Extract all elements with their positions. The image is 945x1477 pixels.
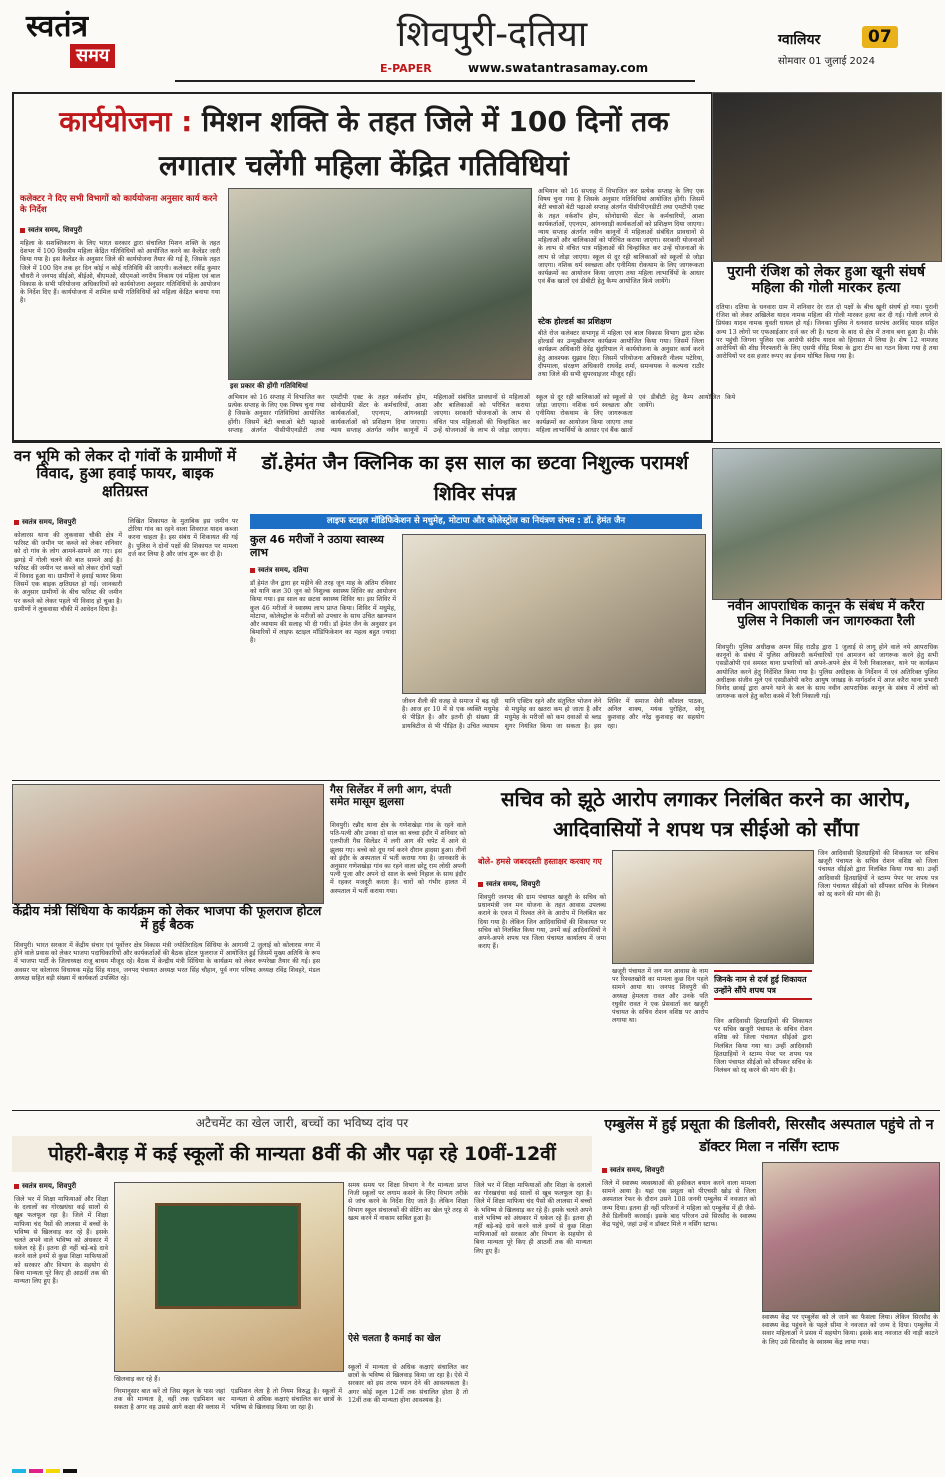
lead-body-3: बीते रोज कलेक्टर सभागृह में महिला एवं बाल विकास विभाग द्वारा स्टेक होल्डर्स का उन्मुखीकरण कार्यक्रम आयोजित किया गया। जिसमें जिला कार्यक्रम अधिकारी देवेंद्र सुंदरियाल ने कार्ययोजना के अनुसार कार्य करने हेतु आवश्यक सुझाव दिए। जिसमें परियोजना अधिकारी नीलम पटेरिया, दीपमाला, संरक्षण अधिकारी राघवेंद्र शर्मा, समन्वयक ने कल्पना राठौर तथा जिले की सभी सुपरवाइजर मौजूद रहीं।	[538, 330, 704, 379]
sachiv-byline: स्वतंत्र समय, शिवपुरी	[478, 880, 540, 889]
masthead	[0, 0, 945, 92]
gas-body: शिवपुरी। रन्नौद थाना क्षेत्र के गणेशखेड़ा गांव के रहने वाले पति-पत्नी और उनका दो साल का बच्चा इंदौर में शनिवार को एलपीजी गैस सिलेंडर में लगी आग की चपेट में आने से झुलस गए। बच्चे को दूध गर्म करने दौरान हादसा हुआ। तीनों को इंदौर के अस्पताल में भर्ती कराया गया है। जानकारी के अनुसार गणेशखेड़ा गांव का रहने वाला छोटू राम लोधी अपनी पत्नी पूजा और अपने दो साल के बच्चे निहाल के साथ इंदौर में रहकर मजदूरी करता है। चारों को गंभीर हालत में अस्पताल में भर्ती कराया गया।	[330, 822, 466, 895]
city-label: ग्वालियर	[778, 32, 821, 48]
clinic-body-2: जीवन शैली की वजह से समाज में बढ़ रही है। आज हर 10 में से एक व्यक्ति मधुमेह से पीड़ित है। और इतनी ही संख्या प्री डायबिटीज से भी पीड़ित है। उचित व्यायाम यानि एक्टिव रहने और संतुलित भोजन लेने से मधुमेह का खतरा कम हो जाता है और मधुमेह के मरीजों को कम दवाओं से ब्लड शुगर नियंत्रित किया जा सकता है। इस शिविर में समाज सेवी कौशल पाठक, अनिल शाक्य, मयंक पुरोहित, सोनू कुशवाह और नरेंद्र कुशवाह का सहयोग रहा।	[402, 698, 704, 730]
school-body-3: समय समय पर शिक्षा विभाग ने गैर मान्यता प्राप्त निजी स्कूलों पर लगाम कसने के लिए विभाग तरीके से जांच करने के निर्देश दिए जाते हैं। लेकिन शिक्षा विभाग स्कूल संचालकों की सेटिंग का खेल पूरे तरह से खत्म करने में नाकाम साबित हुआ है।	[348, 1182, 468, 1222]
masthead-rule	[175, 80, 695, 82]
crime-body: दतिया। दतिया के धनवारा ग्राम में शनिवार देर रात दो पक्षों के बीच खूनी संघर्ष हो गया। पुरानी रंजिश को लेकर अखिलेश यादव नामक महिला की गोली मारकर हत्या कर दी गई। गोली लगने से प्रियंका यादव नामक युवती घायल हो गई। जिनका पुलिस ने धनवारा सरपंच अरविंद यादव सहित अन्य 13 लोगों पर एफआईआर दर्ज कर ली है। घटना के बाद से क्षेत्र में तनाव बना हुआ है। मौके पर पहुंची जिगना पुलिस एक आरोपी संदीप यादव को हिरासत में लिया है। शेष 12 नामजद आरोपियों की शीघ्र गिरफ्तारी के लिए एसपी वीरेंद्र मिश्रा के द्वारा टीम का गठन किया गया है तथा आरोपियों पर दस हजार रूपए का ईनाम घोषित किया गया है।	[716, 304, 938, 361]
ambulance-headline: एम्बुलेंस में हुई प्रसूता की डिलीवरी, सिरसौद अस्पताल पहुंचे तो न डॉक्टर मिला न नर्सिंग स्टाफ	[604, 1117, 934, 1155]
ambulance-photo	[762, 1162, 940, 1312]
ambulance-body-1: जिले में स्वास्थ्य व्यवस्थाओं की हकीकत बयान करने वाला मामला सामने आया है। यहां एक प्रसूता को पीएचसी खोड़ से जिला अस्पताल रेफर के दौरान उसने 108 जननी एम्बुलेंस में नवजात को जन्म दिया। इतना ही नहीं परिजनों ने महिला को एम्बुलेंस में ही जैसे-तैसे डिलीवरी करवाई। इसके बाद परिजन उसे सिरसौद के स्वास्थ्य केंद्र पहुंचे, जहां उन्हें न डॉक्टर मिले न नर्सिंग स्टाफ।	[602, 1180, 756, 1229]
sachiv-body-2: खजूरी पंचायत में जन मन आवास के नाम पर रिश्वतखोरी का मामला कुछ दिन पहले सामने आया था। जनपद शिवपुरी की अध्यक्ष हेमलता रावत और उनके पति रघुवीर रावत ने एक प्रेसवार्ता कर खजूरी पंचायत के सचिव रोशन वशिष्ठ पर आरोप लगाया था।	[612, 968, 708, 1025]
logo-line2: समय	[70, 44, 115, 68]
clinic-photo	[402, 534, 706, 694]
sachiv-body-3: जिन आदिवासी हितग्राहियों की शिकायत पर सचिव खजूरी पंचायत के सचिव रोशन वशिष्ठ को जिला पंचायत सीईओ द्वारा निलंबित किया गया था। उन्हीं आदिवासी हितग्राहियों ने स्टाम्प पेपर पर शपथ पत्र जिला पंचायत सीईओ को सौंपकर सचिव के निलंबन को रद्द करने की मांग की है।	[714, 1018, 812, 1075]
sachiv-body-4: जिन आदिवासी हितग्राहियों की शिकायत पर सचिव खजूरी पंचायत के सचिव रोशन वशिष्ठ को जिला पंचायत सीईओ द्वारा निलंबित किया गया था। उन्हीं आदिवासी हितग्राहियों ने स्टाम्प पेपर पर शपथ पत्र जिला पंचायत सीईओ को सौंपकर सचिव के निलंबन को रद्द करने की मांग की है।	[818, 850, 938, 899]
school-kicker: अटैचमेंट का खेल जारी, बच्चों का भविष्य दांव पर	[195, 1116, 409, 1130]
clinic-body-1: डॉ हेमंत जैन द्वारा हर महीने की तरह जून माह के अंतिम रविवार को यानि कल 30 जून को निशुल्क स्वास्थ्य शिविर का आयोजन किया गया। इस साल का छटवा स्वास्थ्य शिविर था। इस शिविर में कुल 46 मरीजों ने स्वास्थ्य लाभ प्राप्त किया। शिविर में मधुमेह, मोटापा, कोलेस्ट्रोल के मरीजों को उपचार के साथ उचित खानपान और व्यायाम की सलाह भी दी गयी। डॉ हेमंत जैन के अनुसार इन बिमारियों में लाइफ स्टाइल मॉडिफिकेशन का महत्व बहुत ज्यादा है।	[250, 580, 396, 645]
crime-photo	[712, 92, 942, 262]
gas-headline: गैस सिलेंडर में लगी आग, दंपती समेत मासूम झुलसा	[330, 784, 452, 809]
mark-black	[63, 1469, 77, 1473]
school-story	[12, 1114, 594, 1456]
school-body-2: निरमानुसार बात करें तो जिस स्कूल के पास जहां तक की मान्यता है, वहीं तक एडमिशन कर सकता है अगर वह उससे आगे कक्षा की क्लास में एडमिशन लेता है तो नियम विरुद्ध है। स्कूलों में मान्यता से अधिक कक्षाएं संचालित कर छात्रों के भविष्य से खिलवाड़ किया जा रहा है।	[114, 1388, 342, 1412]
lead-headline	[24, 100, 704, 188]
crime-headline: पुरानी रंजिश को लेकर हुआ खूनी संघर्ष महिला की गोली मारकर हत्या	[727, 264, 925, 297]
sachiv-photo	[612, 850, 814, 964]
mark-yellow	[46, 1469, 60, 1473]
logo	[26, 10, 156, 80]
meeting-photo	[12, 784, 324, 904]
lead-byline: स्वतंत्र समय, शिवपुरी	[20, 226, 82, 235]
sachiv-box: जिनके नाम से दर्ज हुई शिकायत उन्होंने सौंपे शपथ पत्र	[714, 970, 812, 1000]
print-registration-marks	[12, 1458, 940, 1464]
lead-body-1: महिला के सशक्तिकरण के लिए भारत सरकार द्वारा संचालित मिशन शक्ति के तहत देशभर में 100 दिवसीय महिला केंद्रित गतिविधियों को आयोजित करने का कैलेंडर जारी किया गया है। इस कैलेंडर के अनुसार जिले की कार्ययोजना तैयार की गई है, जिसके तहत जिले में 100 दिन तक हर दिन कोई न कोई गतिविधि की जाएगी। कलेक्टर रवींद्र कुमार चौधरी ने जनपद सीईओ, बीईओ, बीएमओ, सीएमओ नगरीय निकाय एवं महिला एवं बाल विकास के सभी परियोजना अधिकारियों को कार्ययोजना अनुसार गतिविधियों के आयोजन के निर्देश दिए हैं। कार्ययोजना में शामिल सभी गतिविधियों को महिला केंद्रित बनाया गया है।	[20, 240, 220, 305]
lead-prefix: कार्ययोजना :	[59, 105, 193, 138]
page-number: 07	[862, 26, 898, 48]
sachiv-body-1: शिवपुरी जनपद की ग्राम पंचायत खजूरी के सचिव को प्रधानमंत्री जन मन योजना के तहत आवास उपलब्ध कराने के एवज में रिश्वत लेने के आरोप में निलंबित कर दिया गया है। लेकिन जिन आदिवासियों की शिकायत पर सचिव को निलंबित किया गया, उनमें कई आदिवासियों ने अपने-अपने शपथ पत्र जिला पंचायत कार्यालय में जमा कराए हैं।	[478, 894, 606, 951]
land-headline: वन भूमि को लेकर दो गांवों के ग्रामीणों में विवाद, हुआ हवाई फायर, बाइक क्षतिग्रस्त	[14, 447, 236, 500]
land-byline: स्वतंत्र समय, शिवपुरी	[14, 518, 76, 527]
school-photo	[114, 1182, 344, 1372]
sachiv-kicker: बोले- हमसे जबरदस्ती हस्ताक्षर करवाए गए	[478, 857, 602, 866]
school-photo-caption: खिलवाड़ कर रहे हैं।	[114, 1375, 161, 1383]
police-photo	[712, 448, 942, 600]
lead-subhead-2: स्टेक होल्डर्स का प्रशिक्षण	[538, 317, 612, 326]
meeting-body: शिवपुरी। भारत सरकार में केंद्रीय संचार एवं पूर्वोत्तर क्षेत्र विकास मंत्री ज्योतिरादित्य सिंधिया के आगामी 2 जुलाई को कोलारस नगर में होने वाले प्रवास को लेकर भाजपा पदाधिकारियों और कार्यकर्ताओं की बैठक होटल फूलराज में आयोजित हुई जिसमें मुख्य अतिथि के रूप में भाजपा पार्टी के जिलाध्यक्ष राजू बाथम मौजूद रहे। बैठक में केन्द्रीय मंत्री सिंधिया के कार्यक्रम को लेकर रूपरेखा तैयार की गई। इस अवसर पर कोलारस विधायक महेंद्र सिंह यादव, जनपद पंचायत अध्यक्ष भरत सिंह चौहान, पूर्व नगर परिषद अध्यक्ष रविंद्र शिवहरे, मंडल अध्यक्ष सहित बड़ी संख्या में कार्यकर्ता उपस्थित रहे।	[14, 942, 320, 982]
mark-magenta	[29, 1469, 43, 1473]
lead-body-2: अभियान को 16 सप्ताह में विभाजित कर प्रत्येक सप्ताह के लिए एक विषय चुना गया है जिसके अनुसार गतिविधियां आयोजित होंगी। जिसमें बेटी बचाओ बेटी पढ़ाओ सप्ताह अंतर्गत पीसीपीएनडीटी तथा एमटीपी एक्ट के तहत वर्कशॉप होम, सोनोग्राफी सेंटर के कर्मचारियों, आशा कार्यकर्ताओं, एएनएम, आंगनवाड़ी कार्यकर्ताओं को प्रशिक्षण दिया जाएगा। न्याय सप्ताह अंतर्गत नवीन कानूनों में महिलाओं संबंधित प्रावधानों से महिलाओं और बालिकाओं को परिचित कराया जाएगा। सरकारी योजनाओं के लाभ से वंचित पात्र महिलाओं की चिन्हांकित कर उन्हें योजनाओं के लाभ से जोड़ा जाएगा। स्कूल से दूर रही बालिकाओं को स्कूलों से जोड़ा जाएगा। नशिक धर्म स्वच्छता और एनीमिया रोकथाम के लिए जागरूकता कार्यक्रमों का आयोजन किया जाएगा तथा महिला लाभार्थियों के आधार एवं बैंक खातों एवं डीबीटी हेतु कैम्प आयोजित किये जायेंगे।	[228, 394, 736, 434]
school-body-1: जिले भर में शिक्षा माफियाओं और शिक्षा के दलालों का गोरखधंधा कई सालों से खूब फलफूल रहा है। जिले में शिक्षा माफिया चंद पैसों की लालसा में बच्चों के भविष्य से खिलवाड़ कर रहे हैं। इसके चलते अपने वाले भविष्य को अंधकार में धकेल रहे हैं। इतना ही नहीं बड़े-बड़े दावे करने वाले इनमें से कुछ शिक्षा माफियाओं को सरकार और विभाग के सहयोग से बिना मान्यता पूरे किए ही आठवीं तक की मान्यता लिए हुए हैं।	[14, 1196, 108, 1286]
sachiv-headline: सचिव को झूठे आरोप लगाकर निलंबित करने का आरोप, आदिवासियों ने शपथ पत्र सीईओ को सौंपा	[501, 787, 911, 841]
blackboard-figure	[155, 1203, 301, 1309]
gas-story	[330, 784, 468, 1106]
police-body: शिवपुरी। पुलिस अधीक्षक अमन सिंह राठौड़ द्वारा 1 जुलाई से लागू होने वाले नये आपराधिक कानूनों के संबंध में पुलिस अधिकारी कर्मचारियों एवं आमजन को जागरूक करने हेतु सभी एसडीओपी एवं समस्त थाना प्रभारियों को अपने-अपने क्षेत्र में रैली निकालकर, थाने पर कार्यक्रम आयोजित करने हेतु निर्देशित किया गया है। पुलिस अधीक्षक के निर्देशन में एवं अतिरिक्त पुलिस अधीक्षक संजीव मुले एवं एसडीओपी करैरा आयुष जाखड़ के मार्गदर्शन में आज करैरा थाना प्रभारी विनोद छावई द्वारा अपने थाने के बल के साथ नवीन आपराधिक कानून के संबंध में लोगों को जागरूक करने हेतु करैरा कस्बे में रैली निकाली गई।	[716, 644, 938, 701]
issue-date: सोमवार 01 जुलाई 2024	[778, 56, 875, 67]
school-subhead: ऐसे चलता है कमाई का खेल	[348, 1334, 441, 1344]
site-url[interactable]: www.swatantrasamay.com	[468, 61, 649, 75]
lead-photo	[228, 188, 532, 380]
land-body-2: लिखित शिकायत के मुताबिक इस जमीन पर टोरिया गांव का रहने वाला शिवराज यादव कब्जा करना चाहता है। इस संबंध में शिकायत की गई है। पुलिस ने दोनों पक्षों की शिकायत पर मामला दर्ज कर लिया है और जांच शुरू कर दी है।	[128, 518, 238, 558]
divider-3	[12, 1110, 940, 1111]
meeting-story	[12, 784, 322, 1106]
lead-body-3a: अभियान को 16 सप्ताह में विभाजित कर प्रत्येक सप्ताह के लिए एक विषय चुना गया है जिसके अनुसार गतिविधियां आयोजित होंगी। जिसमें बेटी बचाओ बेटी पढ़ाओ सप्ताह अंतर्गत पीसीपीएनडीटी तथा एमटीपी एक्ट के तहत वर्कशॉप होम, सोनोग्राफी सेंटर के कर्मचारियों, आशा कार्यकर्ताओं, एएनएम, आंगनवाड़ी कार्यकर्ताओं को प्रशिक्षण दिया जाएगा। न्याय सप्ताह अंतर्गत नवीन कानूनों में महिलाओं संबंधित प्रावधानों से महिलाओं और बालिकाओं को परिचित कराया जाएगा। सरकारी योजनाओं के लाभ से वंचित पात्र महिलाओं की चिन्हांकित कर उन्हें योजनाओं के लाभ से जोड़ा जाएगा। स्कूल से दूर रही बालिकाओं को स्कूलों से जोड़ा जाएगा। नशिक धर्म स्वच्छता और एनीमिया रोकथाम के लिए जागरूकता कार्यक्रमों का आयोजन किया जाएगा तथा महिला लाभार्थियों के आधार एवं बैंक खातों एवं डीबीटी हेतु कैम्प आयोजित किये जायेंगे।	[538, 188, 704, 286]
clinic-byline: स्वतंत्र समय, दतिया	[250, 566, 308, 575]
divider-2	[12, 780, 940, 781]
lead-story	[12, 92, 736, 442]
school-byline: स्वतंत्र समय, शिवपुरी	[14, 1182, 76, 1191]
land-story	[12, 448, 240, 776]
crime-story	[712, 92, 940, 438]
school-body-4: स्कूलों में मान्यता से अधिक कक्षाएं संचालित कर छात्रों के भविष्य से खिलवाड़ किया जा रहा है। ऐसे में सरकार को इस तरफ ध्यान देने की आवश्यकता है। अगर कोई स्कूल 12वीं तक संचालित होता है तो 12वीं तक की मान्यता होना आवश्यक है।	[348, 1364, 468, 1404]
land-body-1: कोलारस थाना की लुकवासा चौकी क्षेत्र में फरिस्ट की जमीन पर कब्जे को लेकर शनिवार को दो गांव के लोग आमने-सामने आ गए। इस झगड़े में गोली चलने की बात सामने आई है। फरिस्ट की जमीन पर कब्जे को लेकर दोनों पक्षों में विवाद हुआ था। ग्रामीणों ने हवाई फायर किया जिसमें एक बाइक क्षतिग्रस्त हो गई। जानकारी के अनुसार ग्रामीणों के बीच फरिस्ट की जमीन पर कब्जे को लेकर पहले भी विवाद हो चुका है। ग्रामीणों ने लुकवासा चौकी में आवेदन दिया है।	[14, 532, 122, 613]
clinic-story	[246, 448, 706, 776]
police-story	[712, 448, 940, 776]
clinic-headline: डॉ.हेमंत जैन क्लिनिक का इस साल का छटवा निशुल्क परामर्श शिविर संपन्न	[261, 452, 689, 505]
logo-line1: स्वतंत्र	[26, 9, 89, 44]
sachiv-story	[474, 784, 940, 1106]
ambulance-byline: स्वतंत्र समय, शिवपुरी	[602, 1166, 664, 1175]
section-title: शिवपुरी-दतिया	[396, 14, 588, 55]
clinic-banner: लाइफ स्टाइल मॉडिफिकेशन से मधुमेह, मोटापा और कोलेस्ट्रोल का नियंत्रण संभव : डॉ. हेमंत जैन	[250, 514, 702, 529]
meeting-headline: केंद्रीय मंत्री सिंधिया के कार्यक्रम को लेकर भाजपा की फूलराज होटल में हुई बैठक	[12, 903, 322, 933]
lead-photo-caption: इस प्रकार की होंगी गतिविधियां	[230, 382, 308, 390]
police-headline: नवीन आपराधिक कानून के संबंध में करैरा पुलिस ने निकाली जन जागरुकता रैली	[727, 599, 925, 629]
ambulance-story	[600, 1114, 940, 1456]
divider-1	[12, 442, 940, 443]
lead-headline-text: मिशन शक्ति के तहत जिले में 100 दिनों तक लगातार चलेंगी महिला केंद्रित गतिविधियां	[159, 105, 669, 182]
ambulance-body-2: स्वास्थ्य केंद्र पर एम्बुलेंस को ले जाने का फैसला लिया। लेकिन सिरसौद के स्वास्थ्य केंद्र पहुंचने के पहले सीमा ने नवजात को जन्म दे दिया। एम्बुलेंस में सवार महिलाओं ने प्रसव में सहयोग किया। इसके बाद नवजात की नाड़ी काटने के लिए उसे सिरसौद के स्वास्थ्य केंद्र लाया गया।	[762, 1314, 938, 1346]
school-headline: पोहरी-बैराड़ में कई स्कूलों की मान्यता 8वीं की और पढ़ा रहे 10वीं-12वीं	[12, 1136, 592, 1172]
clinic-subhead: कुल 46 मरीजों ने उठाया स्वास्थ्य लाभ	[250, 533, 384, 559]
mark-cyan	[12, 1469, 26, 1473]
school-body-5: जिले भर में शिक्षा माफियाओं और शिक्षा के दलालों का गोरखधंधा कई सालों से खूब फलफूल रहा है। जिले में शिक्षा माफिया चंद पैसों की लालसा में बच्चों के भविष्य से खिलवाड़ कर रहे हैं। इसके चलते अपने वाले भविष्य को अंधकार में धकेल रहे हैं। इतना ही नहीं बड़े-बड़े दावे करने वाले इनमें से कुछ शिक्षा माफियाओं को सरकार और विभाग के सहयोग से बिना मान्यता पूरे किए ही आठवीं तक की मान्यता लिए हुए हैं।	[474, 1182, 592, 1255]
lead-subhead: कलेक्टर ने दिए सभी विभागों को कार्ययोजना अनुसार कार्य करने के निर्देश	[20, 194, 218, 215]
epaper-label: E-PAPER	[380, 62, 432, 75]
